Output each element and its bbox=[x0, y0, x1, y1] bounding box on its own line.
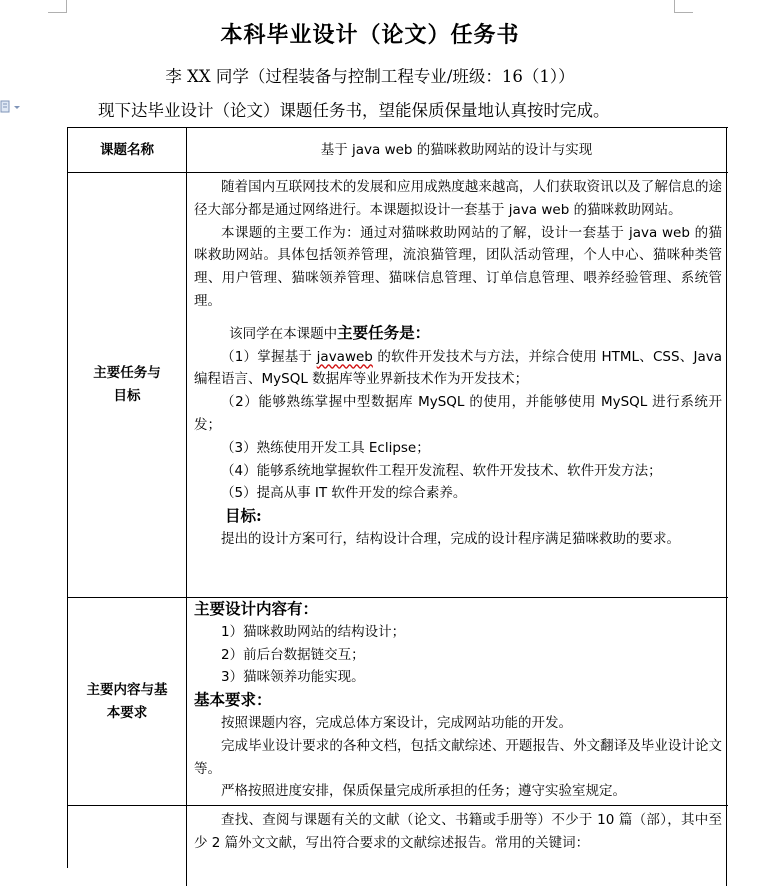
content-item-2: 2）前后台数据链交互； bbox=[221, 646, 365, 663]
page-title: 本科毕业设计（论文）任务书 bbox=[220, 23, 520, 48]
table-row-content bbox=[68, 598, 728, 806]
table-row-tasks bbox=[68, 173, 728, 598]
literature-paragraph: 查找、查阅与课题有关的文献（论文、书籍或手册等）不少于 10 篇（部），其中至少 2 篇外文文献，写出符合要求的文献综述报告。常用的关键词： bbox=[194, 812, 722, 851]
task-table bbox=[67, 127, 728, 868]
intro-line: 现下达毕业设计（论文）课题任务书，望能保质保量地认真按时完成。 bbox=[98, 101, 610, 120]
literature-label bbox=[68, 806, 187, 886]
content-item-3: 3）猫咪领养功能实现。 bbox=[221, 669, 365, 686]
literature-cell bbox=[187, 806, 727, 886]
requirement-3: 严格按照进度安排，保质保量完成所承担的任务；遵守实验室规定。 bbox=[221, 783, 626, 800]
requirements-heading: 基本要求： bbox=[194, 690, 272, 710]
content-label: 主要内容与基 本要求 bbox=[68, 598, 187, 805]
topic-value: 基于 java web 的猫咪救助网站的设计与实现 bbox=[320, 141, 593, 158]
requirement-1: 按照课题内容，完成总体方案设计，完成网站功能的开发。 bbox=[221, 714, 572, 731]
table-row-literature bbox=[68, 806, 728, 886]
task-intro: 该同学在本课题中主要任务是： bbox=[229, 322, 431, 342]
goal-heading: 目标: bbox=[225, 506, 262, 526]
page-corner-mark-left bbox=[48, 0, 67, 13]
table-row-topic bbox=[68, 128, 728, 173]
task-item-3: （3）熟练使用开发工具 Eclipse； bbox=[221, 439, 430, 456]
topic-value-cell bbox=[187, 128, 727, 172]
task-item-1: （1）掌握基于 javaweb 的软件开发技术与方法，并综合使用 HTML、CSS、Java 编程语言、MySQL 数据库等业界新技术作为开发技术； bbox=[194, 348, 722, 388]
tasks-content bbox=[187, 173, 727, 597]
goal-text: 提出的设计方案可行，结构设计合理，完成的设计程序满足猫咪救助的要求。 bbox=[221, 530, 680, 547]
topic-label: 课题名称 bbox=[68, 128, 187, 172]
task-item-2: （2）能够熟练掌握中型数据库 MySQL 的使用，并能够使用 MySQL 进行系统开发； bbox=[194, 394, 722, 433]
background-paragraph: 随着国内互联网技术的发展和应用成熟度越来越高，人们获取资讯以及了解信息的途径大部分都是通过网络进行。本课题拟设计一套基于 java web 的猫咪救助网站。 bbox=[194, 179, 722, 218]
requirement-2: 完成毕业设计要求的各种文档，包括文献综述、开题报告、外文翻译及毕业设计论文等。 bbox=[194, 737, 722, 777]
page-corner-mark-right bbox=[674, 0, 693, 13]
content-cell bbox=[187, 598, 727, 805]
paste-options-icon[interactable] bbox=[0, 100, 22, 114]
tasks-label: 主要任务与 目标 bbox=[68, 173, 187, 597]
task-item-4: （4）能够系统地掌握软件工程开发流程、软件开发技术、软件开发方法； bbox=[221, 462, 662, 479]
content-item-1: 1）猫咪救助网站的结构设计； bbox=[221, 623, 406, 640]
task-item-5: （5）提高从事 IT 软件开发的综合素养。 bbox=[221, 485, 467, 502]
content-heading: 主要设计内容有： bbox=[194, 599, 319, 618]
main-work-paragraph: 本课题的主要工作为：通过对猫咪救助网站的了解，设计一套基于 java web 的猫咪救助网站。具体包括领养管理，流浪猫管理，团队活动管理，个人中心、猫咪种类管理、用户管理、猫咪领养管理、猫咪信息管理、订单信息管理、喂养经验管理、系统管理。 bbox=[194, 224, 722, 309]
student-line: 李 XX 同学（过程装备与控制工程专业/班级：16（1）） bbox=[165, 67, 575, 86]
